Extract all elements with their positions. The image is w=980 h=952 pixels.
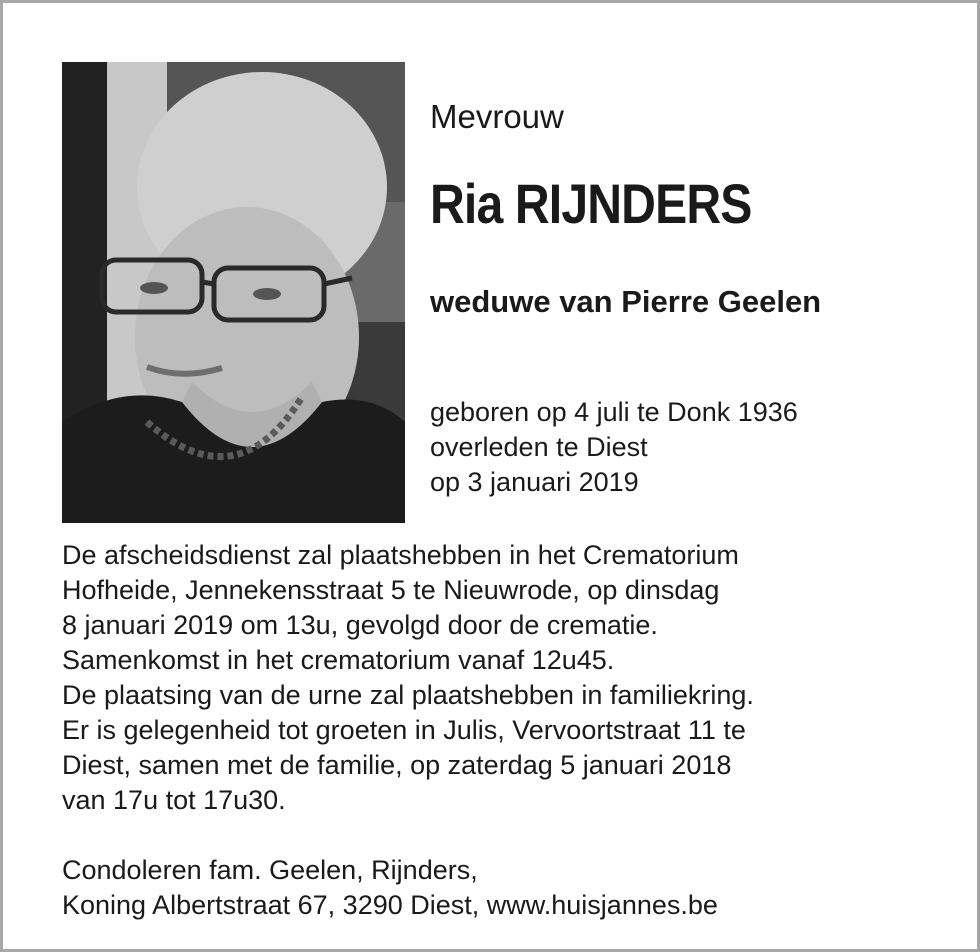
deceased-name: Ria RIJNDERS: [430, 172, 752, 235]
text-line: van 17u tot 17u30.: [62, 785, 286, 815]
text-line: De plaatsing van de urne zal plaatshebben in familiekring.: [62, 680, 754, 710]
text-line: De afscheidsdienst zal plaatshebben in het Crematorium: [62, 540, 739, 570]
text-line: Samenkomst in het crematorium vanaf 12u45.: [62, 645, 615, 675]
spouse-line: weduwe van Pierre Geelen: [430, 284, 822, 319]
text-line: 8 januari 2019 om 13u, gevolgd door de crematie.: [62, 610, 658, 640]
birth-line: geboren op 4 juli te Donk 1936: [430, 397, 798, 427]
text-line: Diest, samen met de familie, op zaterdag 5 januari 2018: [62, 750, 732, 780]
title-prefix: Mevrouw: [430, 98, 564, 135]
portrait-illustration: [62, 62, 405, 523]
contact-line: Koning Albertstraat 67, 3290 Diest, www.huisjannes.be: [62, 890, 718, 920]
death-date-line: op 3 januari 2019: [430, 467, 639, 497]
death-place-line: overleden te Diest: [430, 432, 648, 462]
text-line: Er is gelegenheid tot groeten in Julis, Vervoortstraat 11 te: [62, 715, 746, 745]
condolence-contact: [62, 853, 942, 923]
contact-line: Condoleren fam. Geelen, Rijnders,: [62, 855, 478, 885]
funeral-details: [62, 538, 942, 818]
life-dates: [430, 395, 798, 500]
text-line: Hofheide, Jennekensstraat 5 te Nieuwrode, op dinsdag: [62, 575, 720, 605]
portrait-photo: [62, 62, 405, 523]
